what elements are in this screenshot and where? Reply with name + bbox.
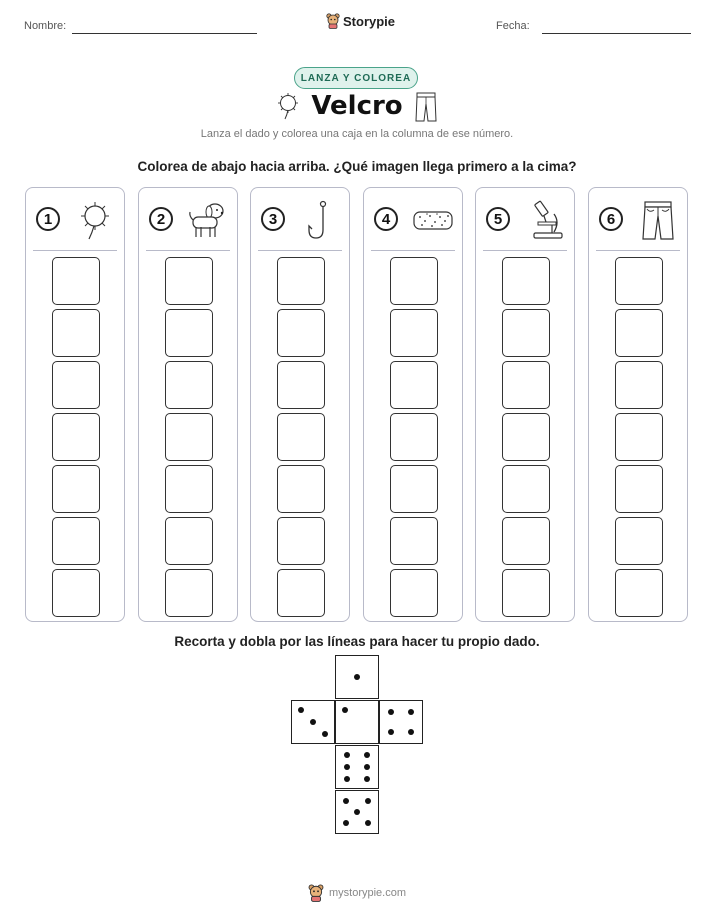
color-box[interactable] <box>390 517 438 565</box>
column-2 <box>138 187 238 622</box>
column-header <box>476 198 574 244</box>
number-badge: 3 <box>261 207 285 231</box>
color-box[interactable] <box>52 309 100 357</box>
color-box[interactable] <box>165 517 213 565</box>
die-net <box>289 655 425 835</box>
color-box[interactable] <box>615 413 663 461</box>
die-face-3 <box>291 700 335 744</box>
number-badge: 5 <box>486 207 510 231</box>
name-label: Nombre: <box>24 20 67 32</box>
pants-icon <box>413 92 439 122</box>
burr-icon <box>74 200 116 240</box>
color-box[interactable] <box>165 361 213 409</box>
pip <box>354 674 360 680</box>
color-box[interactable] <box>615 361 663 409</box>
color-box[interactable] <box>277 517 325 565</box>
column-5 <box>475 187 575 622</box>
dog-icon <box>187 200 229 240</box>
color-box[interactable] <box>502 413 550 461</box>
column-header <box>26 198 124 244</box>
color-box[interactable] <box>615 465 663 513</box>
die-face-6 <box>335 745 379 789</box>
pip <box>344 776 350 782</box>
pip <box>388 709 394 715</box>
color-box[interactable] <box>165 257 213 305</box>
pip <box>343 820 349 826</box>
color-box[interactable] <box>502 569 550 617</box>
die-face-5 <box>335 790 379 834</box>
color-box[interactable] <box>390 257 438 305</box>
footer <box>308 884 406 902</box>
column-6 <box>588 187 688 622</box>
column-divider <box>371 250 455 251</box>
color-box[interactable] <box>390 413 438 461</box>
pip <box>343 798 349 804</box>
pip <box>354 809 360 815</box>
brand-name: Storypie <box>343 13 396 29</box>
number-badge: 2 <box>149 207 173 231</box>
color-box[interactable] <box>615 569 663 617</box>
color-box[interactable] <box>52 517 100 565</box>
column-header <box>589 198 687 244</box>
pip <box>342 707 348 713</box>
pip <box>388 729 394 735</box>
sponge-icon <box>412 200 454 240</box>
number-badge: 1 <box>36 207 60 231</box>
number-badge: 4 <box>374 207 398 231</box>
hook-icon <box>299 200 341 240</box>
instruction-columns: Colorea de abajo hacia arriba. ¿Qué imagen llega primero a la cima? <box>137 159 577 174</box>
name-line[interactable] <box>72 33 257 34</box>
pip <box>298 707 304 713</box>
pants-icon <box>637 200 679 240</box>
bear-icon <box>326 13 340 29</box>
color-box[interactable] <box>52 361 100 409</box>
color-box[interactable] <box>502 361 550 409</box>
color-box[interactable] <box>52 413 100 461</box>
color-box[interactable] <box>277 257 325 305</box>
pip <box>364 764 370 770</box>
pip <box>344 764 350 770</box>
color-box[interactable] <box>165 465 213 513</box>
color-box[interactable] <box>165 569 213 617</box>
die-face-1 <box>335 700 379 744</box>
color-box[interactable] <box>165 309 213 357</box>
color-box[interactable] <box>502 309 550 357</box>
subtitle: Lanza el dado y colorea una caja en la columna de ese número. <box>200 128 514 140</box>
footer-url[interactable]: mystorypie.com <box>329 887 407 899</box>
activity-badge: LANZA Y COLOREA <box>294 67 418 89</box>
color-box[interactable] <box>390 309 438 357</box>
color-box[interactable] <box>390 569 438 617</box>
color-box[interactable] <box>277 361 325 409</box>
color-box[interactable] <box>52 257 100 305</box>
color-box[interactable] <box>277 465 325 513</box>
pip <box>408 729 414 735</box>
date-label: Fecha: <box>496 20 530 32</box>
column-header <box>139 198 237 244</box>
column-divider <box>33 250 117 251</box>
color-box[interactable] <box>502 257 550 305</box>
column-divider <box>596 250 680 251</box>
color-box[interactable] <box>277 413 325 461</box>
color-box[interactable] <box>390 361 438 409</box>
column-divider <box>483 250 567 251</box>
color-box[interactable] <box>502 517 550 565</box>
color-box[interactable] <box>615 257 663 305</box>
pip <box>408 709 414 715</box>
color-box[interactable] <box>277 569 325 617</box>
column-1 <box>25 187 125 622</box>
column-header <box>364 198 462 244</box>
date-line[interactable] <box>542 33 691 34</box>
column-header <box>251 198 349 244</box>
die-face-4 <box>379 700 423 744</box>
pip <box>364 752 370 758</box>
pip <box>365 820 371 826</box>
pip <box>344 752 350 758</box>
bear-icon <box>308 884 324 902</box>
color-box[interactable] <box>165 413 213 461</box>
pip <box>310 719 316 725</box>
color-box[interactable] <box>52 569 100 617</box>
color-box[interactable] <box>615 309 663 357</box>
instruction-die: Recorta y dobla por las líneas para hacer tu propio dado. <box>174 634 540 649</box>
color-box[interactable] <box>52 465 100 513</box>
color-box[interactable] <box>615 517 663 565</box>
column-divider <box>146 250 230 251</box>
brand-logo <box>326 13 395 29</box>
pip <box>364 776 370 782</box>
number-badge: 6 <box>599 207 623 231</box>
color-box[interactable] <box>277 309 325 357</box>
page-title: Velcro <box>311 91 403 121</box>
pip <box>322 731 328 737</box>
microscope-icon <box>524 200 566 240</box>
color-box[interactable] <box>502 465 550 513</box>
column-4 <box>363 187 463 622</box>
pip <box>365 798 371 804</box>
color-box[interactable] <box>390 465 438 513</box>
column-3 <box>250 187 350 622</box>
column-divider <box>258 250 342 251</box>
die-face-1 <box>335 655 379 699</box>
